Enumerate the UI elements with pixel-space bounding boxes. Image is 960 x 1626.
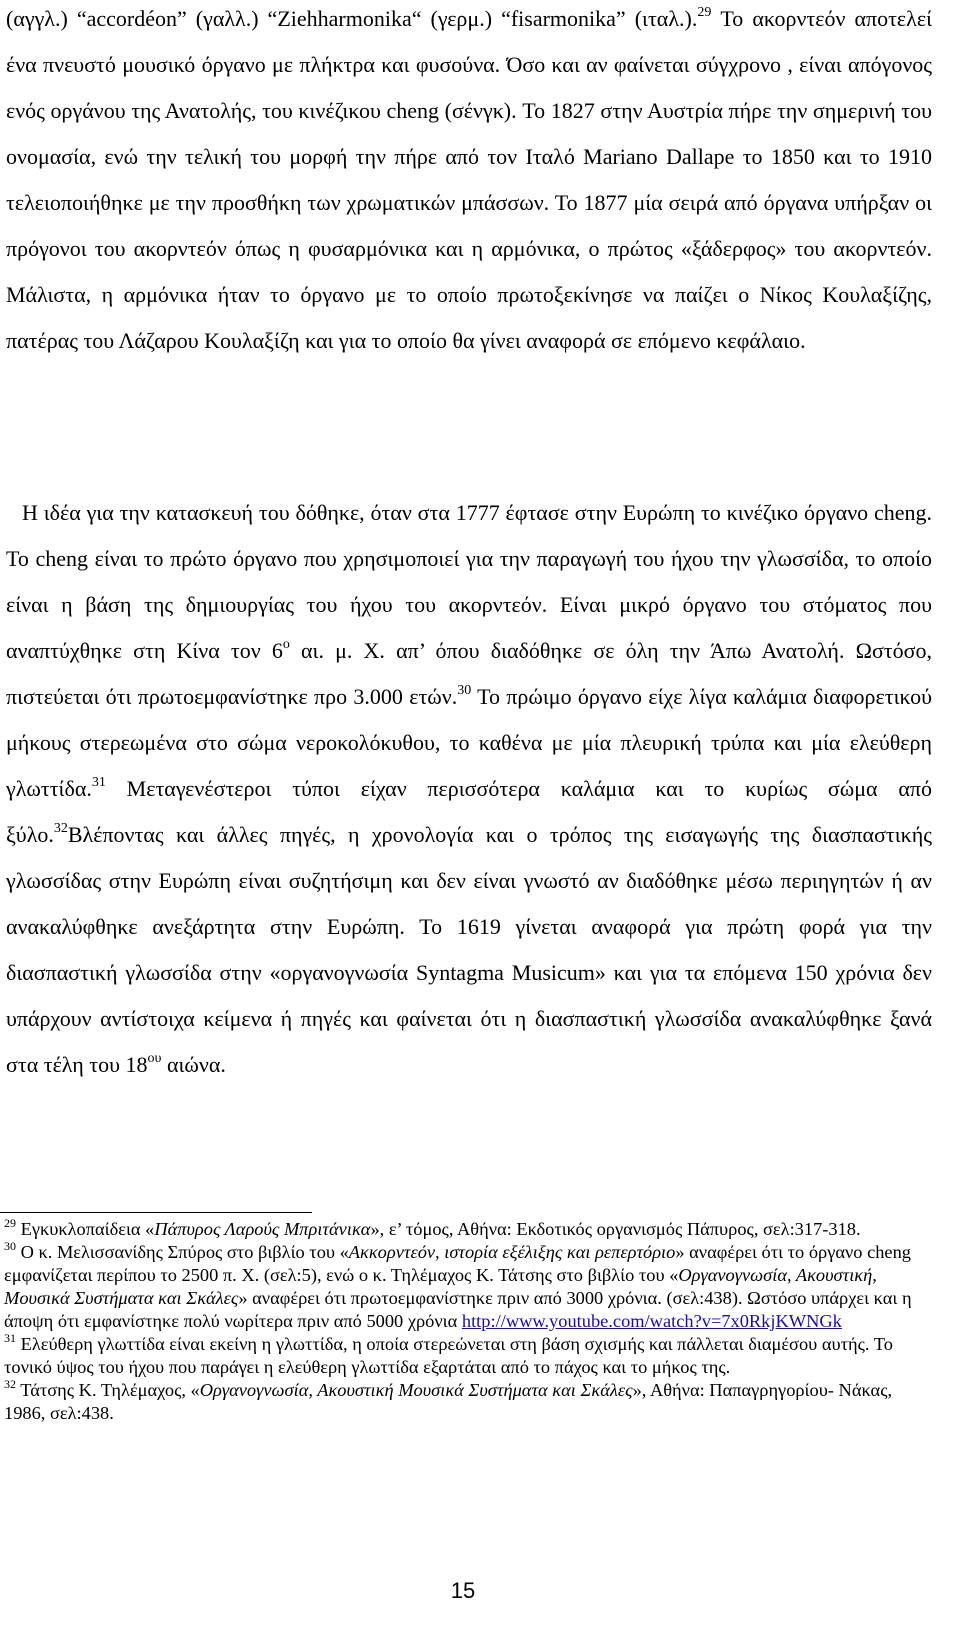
footnote-text: Εγκυκλοπαίδεια « xyxy=(16,1219,155,1239)
page-number: 15 xyxy=(450,1578,476,1603)
footnote-italic-title: Οργανογνωσία, Ακουστική Μουσικά Συστήματα και Σκάλες xyxy=(199,1380,633,1400)
paragraph-text: (αγγλ.) “accordéon” (γαλλ.) “Ziehharmonika“ (γερμ.) “fisarmonika” (ιταλ.). xyxy=(6,6,698,31)
footnote-italic-title: Πάπυρος Λαρούς Μπριτάνικα xyxy=(154,1219,371,1239)
footnote-number: 30 xyxy=(4,1238,16,1253)
footnote-text: Ο κ. Μελισσανίδης Σπύρος στο βιβλίο του « xyxy=(16,1242,349,1262)
footnote-number: 29 xyxy=(4,1215,16,1230)
footnote-29 xyxy=(4,1215,922,1241)
paragraph-text: Βλέποντας και άλλες πηγές, η χρονολογία και ο τρόπος της εισαγωγής της διασπαστικής γλωσσίδας στην Ευρώπη είναι συζητήσιμη και δεν είναι γνωστό αν διαδόθηκε μέσω περιηγητών ή αν ανακαλύφθηκε ανεξάρτητα στην Ευρώπη. Το 1619 γίνεται αναφορά για πρώτη φορά για την διασπαστική γλωσσίδα στην «οργανογνωσία Syntagma Musicum» και για τα επόμενα 150 χρόνια δεν υπάρχουν αντίστοιχα κείμενα ή πηγές και φαίνεται ότι η διασπαστική γλωσσίδα ανακαλύφθηκε ξανά στα τέλη του 18 xyxy=(6,822,932,1077)
youtube-link[interactable]: http://www.youtube.com/watch?v=7x0RkjKWNGk xyxy=(461,1311,842,1331)
footnote-ref-31[interactable]: 31 xyxy=(91,774,106,790)
footnote-number: 32 xyxy=(4,1376,16,1391)
footnote-text: », ε’ τόμος, Αθήνα: Εκδοτικός οργανισμός Πάπυρος, σελ:317-318. xyxy=(370,1219,861,1239)
body-paragraph-1 xyxy=(6,0,932,364)
paragraph-text: αι. μ. Χ. απ’ όπου διαδόθηκε σε όλη την Άπω Ανατολή. Ωστόσο, πιστεύεται ότι πρωτοεμφανίστηκε προ 3.000 ετών. xyxy=(6,638,932,709)
paragraph-text: Το ακορντεόν αποτελεί ένα πνευστό μουσικό όργανο με πλήκτρα και φυσούνα. Όσο και αν φαίνεται σύγχρονο , είναι απόγονος ενός οργάνου της Ανατολής, του κινέζικου cheng (σένγκ). Το 1827 στην Αυστρία πήρε την σημερινή του ονομασία, ενώ την τελική του μορφή την πήρε από τον Ιταλό Mariano Dallape το 1850 και το 1910 τελειοποιήθηκε με την προσθήκη των χρωματικών μπάσσων. Το 1877 μία σειρά από όργανα υπήρξαν οι πρόγονοι του ακορντεόν όπως η φυσαρμόνικα και η αρμόνικα, ο πρώτος «ξάδερφος» του ακορντεόν. Μάλιστα, η αρμόνικα ήταν το όργανο με το οποίο πρωτοξεκίνησε να παίζει ο Νίκος Κουλαξίζης, πατέρας του Λάζαρου Κουλαξίζη και για το οποίο θα γίνει αναφορά σε επόμενο κεφάλαιο. xyxy=(6,6,932,353)
footnote-text: Τάτσης Κ. Τηλέμαχος, « xyxy=(16,1380,200,1400)
footnote-separator xyxy=(0,1212,312,1213)
footnote-32 xyxy=(4,1376,922,1425)
footnote-text: », Αθήνα: Παπαγρηγορίου- Νάκας, 1986, σελ:438. xyxy=(4,1380,893,1423)
footnote-number: 31 xyxy=(4,1330,16,1345)
footnote-italic-title: Ακκορντεόν, ιστορία εξέλιξης και ρεπερτόριο xyxy=(348,1242,676,1262)
footnote-text: » αναφέρει ότι το όργανο cheng εμφανίζεται περίπου το 2500 π. Χ. (σελ:5), ενώ ο κ. Τηλέμαχος Κ. Τάτσης στο βιβλίο του « xyxy=(4,1242,911,1285)
paragraph-text: Η ιδέα για την κατασκευή του δόθηκε, όταν στα 1777 έφτασε στην Ευρώπη το κινέζικο όργανο cheng. Το cheng είναι το πρώτο όργανο που χρησιμοποιεί για την παραγωγή του ήχου την γλωσσίδα, το οποίο είναι η βάση της δημιουργίας του ήχου του ακορντεόν. Είναι μικρό όργανο του στόματος που αναπτύχθηκε στη Κίνα τον 6 xyxy=(6,500,932,663)
footnote-text: » αναφέρει ότι πρωτοεμφανίστηκε πριν από 3000 χρόνια. (σελ:438). Ωστόσο υπάρχει και η άποψη ότι εμφανίστηκε πολύ νωρίτερα πριν από 5000 χρόνια xyxy=(4,1288,912,1331)
paragraph-text: Το πρώιμο όργανο είχε λίγα καλάμια διαφορετικού μήκους στερεωμένα στο σώμα νεροκολόκυθου, το καθένα με μία πλευρική τρύπα και μία ελεύθερη γλωττίδα. xyxy=(6,684,933,801)
ordinal-superscript: ο xyxy=(282,636,290,652)
footnotes-section xyxy=(4,1215,922,1425)
footnote-31 xyxy=(4,1330,922,1379)
footnote-ref-29[interactable]: 29 xyxy=(697,4,712,20)
paragraph-text: Μεταγενέστεροι τύποι είχαν περισσότερα καλάμια και το κυρίως σώμα από ξύλο. xyxy=(6,776,932,847)
footnote-ref-32[interactable]: 32 xyxy=(53,820,68,836)
footnote-italic-title: Οργανογνωσία, Ακουστική, Μουσικά Συστήματα και Σκάλες xyxy=(4,1265,877,1308)
footnote-text: Ελεύθερη γλωττίδα είναι εκείνη η γλωττίδα, η οποία στερεώνεται στη βάση σχισμής και πάλλεται διαμέσου αυτής. Το τονικό ύψος του ήχου που παράγει η ελεύθερη γλωττίδα εξαρτάται από το πάχος και το μήκος της. xyxy=(4,1334,893,1377)
body-paragraph-2 xyxy=(6,490,932,1088)
footnote-30 xyxy=(4,1238,922,1333)
footnote-ref-30[interactable]: 30 xyxy=(457,682,472,698)
ordinal-superscript: ου xyxy=(147,1050,162,1066)
paragraph-text: αιώνα. xyxy=(161,1052,226,1077)
